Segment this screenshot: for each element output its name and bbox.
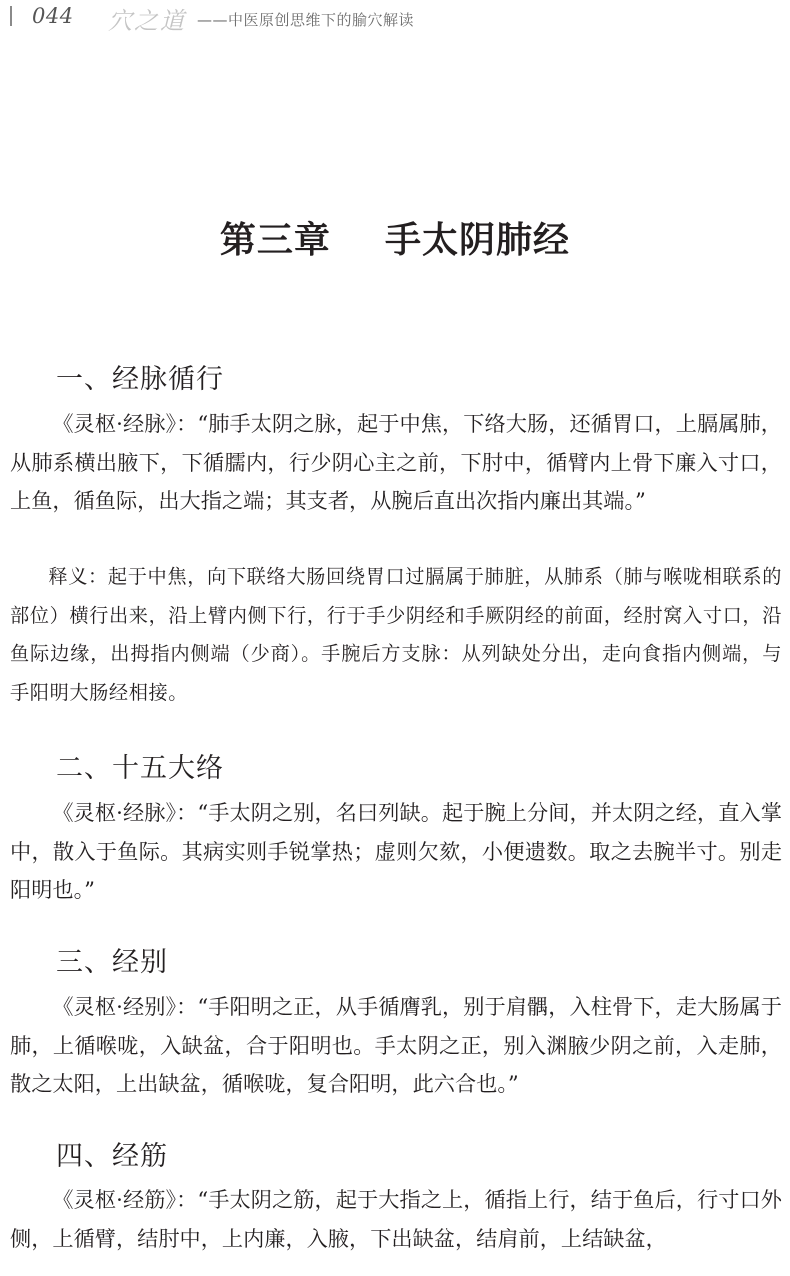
page-number: 044 <box>32 4 74 28</box>
header-divider <box>10 6 12 26</box>
body-paragraph: 《灵枢·经脉》：“肺手太阴之脉，起于中焦，下络大肠，还循胃口，上膈属肺，从肺系横出腋下，下循臑内，行少阴心主之前，下肘中，循臂内上骨下廉入寸口，上鱼，循鱼际，出大指之端；其支者，从腕后直出次指内廉出其端。” <box>10 411 782 513</box>
section-heading-fifteen-collaterals: 二、十五大络 <box>56 753 224 784</box>
running-header <box>0 0 790 40</box>
section-heading-divergent-meridian: 三、经别 <box>56 947 168 978</box>
chapter-title: 第三章 手太阴肺经 <box>219 220 571 261</box>
book-subtitle: ——中医原创思维下的腧穴解读 <box>197 11 415 29</box>
interpretation-paragraph: 释义：起于中焦，向下联络大肠回绕胃口过膈属于肺脏，从肺系（肺与喉咙相联系的部位）横行出来，沿上臂内侧下行，行于手少阴经和手厥阴经的前面，经肘窝入寸口，沿鱼际边缘，出拇指内侧端（少商）。手腕后方支脉：从列缺处分出，走向食指内侧端，与手阳明大肠经相接。 <box>10 565 782 704</box>
section-heading-sinew-meridian: 四、经筋 <box>56 1141 168 1172</box>
book-logo: 穴之道 <box>108 7 186 35</box>
body-paragraph: 《灵枢·经别》：“手阳明之正，从手循膺乳，别于肩髃，入柱骨下，走大肠属于肺，上循喉咙，入缺盆，合于阳明也。手太阴之正，别入渊腋少阴之前，入走肺，散之太阳，上出缺盆，循喉咙，复合阳明，此六合也。” <box>10 994 782 1096</box>
body-paragraph: 《灵枢·经筋》：“手太阴之筋，起于大指之上，循指上行，结于鱼后，行寸口外侧，上循臂，结肘中，上内廉，入腋，下出缺盆，结肩前，上结缺盆， <box>10 1187 782 1251</box>
section-heading-meridian-course: 一、经脉循行 <box>56 364 224 395</box>
body-paragraph: 《灵枢·经脉》：“手太阴之别，名曰列缺。起于腕上分间，并太阴之经，直入掌中，散入于鱼际。其病实则手锐掌热；虚则欠欬，小便遗数。取之去腕半寸。别走阳明也。” <box>10 800 782 902</box>
